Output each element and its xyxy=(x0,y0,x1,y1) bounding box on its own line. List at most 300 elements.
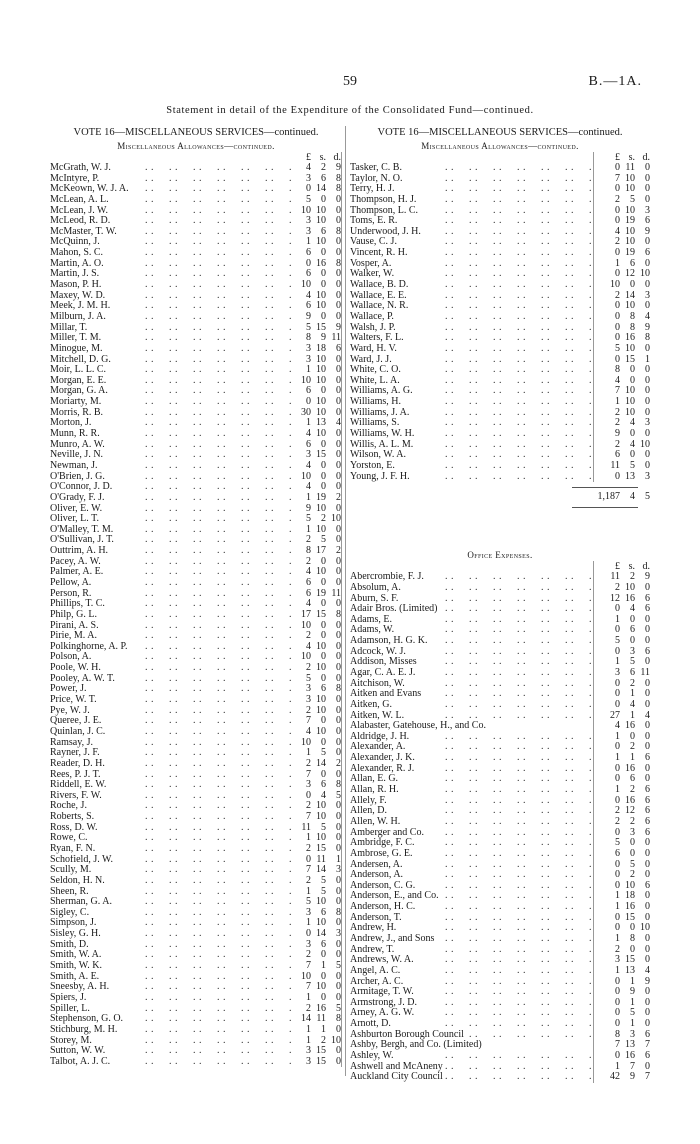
amount-shillings: 14 xyxy=(316,757,326,769)
left-currency-header xyxy=(50,152,342,163)
amount-shillings: 0 xyxy=(321,651,326,663)
amount-pounds: 0 xyxy=(615,826,620,838)
table-row xyxy=(50,440,342,451)
table-row xyxy=(350,418,650,429)
amount-shillings: 1 xyxy=(630,709,635,721)
amount-pence: 0 xyxy=(336,821,341,833)
amount-pounds: 2 xyxy=(306,843,311,854)
amount-shillings: 10 xyxy=(316,353,326,365)
amount-pence: 0 xyxy=(645,396,650,408)
amount-pounds: 0 xyxy=(615,688,620,700)
amount-shillings: 16 xyxy=(625,762,635,774)
payee-name: Pellow, A. xyxy=(50,577,92,588)
amount-pence: 0 xyxy=(336,662,341,674)
payee-name: Ashby, Bergh, and Co. (Limited) xyxy=(350,1040,482,1051)
payee-name: Andrew, H. xyxy=(350,923,397,934)
amount-shillings: 0 xyxy=(321,470,326,482)
amount-shillings: 6 xyxy=(321,172,326,184)
payee-name: Stichburg, M. H. xyxy=(50,1024,118,1035)
amount-pence: 6 xyxy=(645,805,650,817)
payee-name: Pye, W. J. xyxy=(50,705,90,716)
amount-shillings: 11 xyxy=(625,162,635,173)
amount-shillings: 2 xyxy=(321,1034,326,1046)
payee-name: Millar, T. xyxy=(50,322,88,333)
amount-pence: 0 xyxy=(645,459,650,471)
payee-name: Palmer, A. E. xyxy=(50,567,104,578)
payee-name: Smith, W. A. xyxy=(50,950,102,961)
payee-name: Alexander, R. J. xyxy=(350,763,415,774)
amount-shillings: 8 xyxy=(630,933,635,944)
amount-pence: 6 xyxy=(645,215,650,227)
amount-shillings: 10 xyxy=(316,662,326,674)
amount-pence: 0 xyxy=(336,459,341,471)
amount-pence: 0 xyxy=(645,428,650,440)
table-row xyxy=(350,806,650,817)
amount-pounds: 2 xyxy=(306,630,311,642)
amount-shillings: 0 xyxy=(321,630,326,642)
table-row xyxy=(50,461,342,472)
amount-pence: 0 xyxy=(645,342,650,354)
payee-name: Armstrong, J. D. xyxy=(350,997,417,1008)
payee-name: Roberts, S. xyxy=(50,812,95,823)
payee-name: Aitken, W. L. xyxy=(350,710,405,721)
amount-pence: 11 xyxy=(331,332,341,344)
amount-pounds: 2 xyxy=(306,534,311,546)
total-rule xyxy=(572,487,638,488)
amount-pounds: 2 xyxy=(615,438,620,450)
amount-shillings: 10 xyxy=(316,428,326,440)
amount-pounds: 0 xyxy=(615,353,620,365)
amount-pounds: 6 xyxy=(615,449,620,461)
amount-pounds: 0 xyxy=(615,1050,620,1062)
table-row xyxy=(50,227,342,238)
table-row xyxy=(350,849,650,860)
amount-pounds: 1 xyxy=(306,917,311,929)
amount-pence: 0 xyxy=(336,672,341,684)
amount-pounds: 0 xyxy=(615,773,620,785)
table-row xyxy=(50,429,342,440)
amount-shillings: 7 xyxy=(630,1060,635,1072)
table-row xyxy=(50,642,342,653)
payee-name: Andrews, W. A. xyxy=(350,955,414,966)
payee-name: Price, W. T. xyxy=(50,695,97,706)
payee-name: Anderson, C. G. xyxy=(350,880,416,891)
payee-name: Mahon, S. C. xyxy=(50,248,104,259)
amount-pence: 0 xyxy=(336,896,341,908)
amount-pounds: 1 xyxy=(306,364,311,376)
amount-pence: 0 xyxy=(336,874,341,886)
amount-pounds: 4 xyxy=(306,162,311,173)
amount-pounds: 10 xyxy=(301,204,311,216)
amount-shillings: 3 xyxy=(630,826,635,838)
amount-pence: 6 xyxy=(645,794,650,806)
table-row xyxy=(50,780,342,791)
table-row xyxy=(50,269,342,280)
payee-name: Adams, W. xyxy=(350,625,395,636)
table-row xyxy=(50,578,342,589)
table-row xyxy=(50,397,342,408)
amount-pence: 0 xyxy=(645,773,650,785)
amount-pence: 0 xyxy=(645,406,650,418)
right-allowance-list xyxy=(350,163,650,482)
amount-pence: 0 xyxy=(336,310,341,322)
amount-pence: 0 xyxy=(336,215,341,227)
amount-shillings: 8 xyxy=(630,310,635,322)
amount-pounds: 0 xyxy=(615,268,620,280)
table-row xyxy=(350,913,650,924)
amount-shillings: 1 xyxy=(630,752,635,764)
table-row xyxy=(350,625,650,636)
amount-pounds: 1 xyxy=(615,933,620,944)
amount-pence: 0 xyxy=(336,981,341,993)
payee-name: Outtrim, A. H. xyxy=(50,546,109,557)
table-row xyxy=(50,280,342,291)
table-row xyxy=(350,301,650,312)
page-reference: B.—1A. xyxy=(588,74,642,89)
amount-shillings: 15 xyxy=(316,843,326,854)
amount-pence: 0 xyxy=(336,715,341,727)
amount-pence: 6 xyxy=(645,603,650,615)
table-row xyxy=(50,1057,342,1068)
payee-name: Person, R. xyxy=(50,588,92,599)
amount-pence: 8 xyxy=(336,1013,341,1025)
amount-pence: 0 xyxy=(645,837,650,849)
payee-name: Williams, J. A. xyxy=(350,407,410,418)
amount-pence: 9 xyxy=(336,162,341,173)
table-row xyxy=(350,429,650,440)
amount-pounds: 0 xyxy=(615,794,620,806)
amount-shillings: 10 xyxy=(625,236,635,248)
amount-pence: 6 xyxy=(645,592,650,604)
amount-shillings: 18 xyxy=(625,890,635,902)
table-row xyxy=(350,397,650,408)
amount-pounds: 3 xyxy=(306,353,311,365)
amount-pounds: 4 xyxy=(615,720,620,732)
payee-name: Allan, R. H. xyxy=(350,785,399,796)
amount-shillings: 10 xyxy=(316,215,326,227)
amount-pence: 0 xyxy=(645,762,650,774)
amount-pounds: 4 xyxy=(306,566,311,578)
shillings-header: s. xyxy=(628,152,635,163)
payee-name: Storey, M. xyxy=(50,1035,92,1046)
amount-pounds: 0 xyxy=(306,396,311,408)
amount-pence: 0 xyxy=(645,279,650,291)
table-row xyxy=(350,1030,650,1041)
table-row xyxy=(50,727,342,738)
table-row xyxy=(350,1008,650,1019)
amount-shillings: 3 xyxy=(630,645,635,657)
left-vote-heading: VOTE 16—MISCELLANEOUS SERVICES—continued. xyxy=(73,127,319,138)
amount-pence: 0 xyxy=(336,396,341,408)
amount-pounds: 9 xyxy=(306,502,311,514)
amount-pence: 0 xyxy=(336,353,341,365)
amount-pounds: 4 xyxy=(306,725,311,737)
table-row xyxy=(350,615,650,626)
amount-pence: 0 xyxy=(645,581,650,593)
amount-shillings: 8 xyxy=(630,321,635,333)
amount-pence: 0 xyxy=(645,698,650,710)
amount-pence: 2 xyxy=(336,491,341,503)
amount-pence: 0 xyxy=(645,954,650,966)
table-row xyxy=(50,472,342,483)
amount-pence: 8 xyxy=(336,906,341,918)
amount-pence: 0 xyxy=(336,704,341,716)
amount-pounds: 1 xyxy=(306,523,311,535)
payee-name: Anderson, E., and Co. xyxy=(350,891,439,902)
amount-pence: 0 xyxy=(336,1055,341,1067)
amount-shillings: 0 xyxy=(321,555,326,567)
table-row xyxy=(350,216,650,227)
payee-name: Ward, H. V. xyxy=(350,343,397,354)
amount-shillings: 14 xyxy=(316,864,326,876)
table-row xyxy=(50,982,342,993)
amount-pounds: 0 xyxy=(615,975,620,987)
payee-name: Martin, A. O. xyxy=(50,258,104,269)
amount-pence: 0 xyxy=(645,162,650,173)
amount-pounds: 1 xyxy=(615,613,620,625)
amount-pounds: 0 xyxy=(615,470,620,482)
amount-shillings: 5 xyxy=(321,885,326,897)
table-row xyxy=(50,674,342,685)
payee-name: Wallace, E. E. xyxy=(350,290,407,301)
amount-pence: 2 xyxy=(336,545,341,557)
amount-pounds: 1 xyxy=(615,784,620,796)
table-row xyxy=(350,689,650,700)
amount-shillings: 2 xyxy=(321,513,326,525)
table-row xyxy=(50,418,342,429)
amount-shillings: 4 xyxy=(321,789,326,801)
payee-name: Maxey, W. D. xyxy=(50,290,106,301)
amount-pence: 0 xyxy=(336,534,341,546)
amount-pence: 6 xyxy=(645,1028,650,1040)
amount-shillings: 10 xyxy=(316,704,326,716)
amount-shillings: 5 xyxy=(630,193,635,205)
amount-pence: 0 xyxy=(336,747,341,759)
payee-name: Vause, C. J. xyxy=(350,237,397,248)
table-row xyxy=(350,583,650,594)
payee-name: Simpson, J. xyxy=(50,918,97,929)
table-row xyxy=(350,344,650,355)
amount-pounds: 5 xyxy=(306,896,311,908)
amount-shillings: 15 xyxy=(316,608,326,620)
amount-shillings: 10 xyxy=(625,300,635,312)
amount-shillings: 10 xyxy=(625,581,635,593)
amount-shillings: 2 xyxy=(630,741,635,753)
payee-name: McQuinn, J. xyxy=(50,237,100,248)
payee-name: Amberger and Co. xyxy=(350,827,424,838)
amount-shillings: 10 xyxy=(316,300,326,312)
amount-shillings: 0 xyxy=(630,279,635,291)
payee-name: Andrew, T. xyxy=(350,944,395,955)
amount-pence: 0 xyxy=(336,725,341,737)
table-row xyxy=(50,876,342,887)
table-row xyxy=(350,679,650,690)
payee-name: McLean, J. W. xyxy=(50,205,109,216)
amount-pence: 0 xyxy=(336,204,341,216)
table-row xyxy=(350,753,650,764)
shillings-header: s. xyxy=(319,152,326,163)
amount-pence: 0 xyxy=(645,613,650,625)
table-row xyxy=(50,504,342,515)
amount-shillings: 16 xyxy=(316,257,326,269)
amount-pence: 0 xyxy=(336,800,341,812)
amount-pounds: 6 xyxy=(615,847,620,859)
amount-pounds: 2 xyxy=(306,555,311,567)
table-row xyxy=(350,206,650,217)
amount-pence: 0 xyxy=(336,502,341,514)
table-row xyxy=(50,195,342,206)
amount-shillings: 2 xyxy=(630,869,635,881)
amount-pounds: 3 xyxy=(306,342,311,354)
amount-pence: 4 xyxy=(645,709,650,721)
table-row xyxy=(50,1014,342,1025)
amount-pounds: 4 xyxy=(615,374,620,386)
amount-pounds: 14 xyxy=(301,1013,311,1025)
table-row xyxy=(350,1019,650,1030)
amount-pence: 0 xyxy=(336,300,341,312)
amount-shillings: 14 xyxy=(316,183,326,195)
amount-pounds: 0 xyxy=(615,869,620,881)
amount-pounds: 5 xyxy=(306,321,311,333)
amount-shillings: 10 xyxy=(316,832,326,844)
table-row xyxy=(50,291,342,302)
amount-pence: 0 xyxy=(336,694,341,706)
amount-pounds: 3 xyxy=(306,906,311,918)
amount-pence: 0 xyxy=(336,768,341,780)
amount-shillings: 15 xyxy=(316,1055,326,1067)
amount-pounds: 2 xyxy=(306,704,311,716)
pounds-header: £ xyxy=(615,561,620,573)
payee-name: McLeod, R. D. xyxy=(50,216,111,227)
amount-shillings: 0 xyxy=(321,481,326,493)
amount-shillings: 0 xyxy=(321,193,326,205)
amount-pence: 0 xyxy=(336,449,341,461)
amount-pounds: 17 xyxy=(301,608,311,620)
table-row xyxy=(50,621,342,632)
amount-shillings: 0 xyxy=(321,385,326,397)
amount-shillings: 1 xyxy=(321,960,326,972)
table-row xyxy=(350,647,650,658)
table-row xyxy=(50,961,342,972)
payee-name: O'Sullivan, J. T. xyxy=(50,535,114,546)
amount-pence: 6 xyxy=(645,815,650,827)
amount-pounds: 2 xyxy=(615,289,620,301)
amount-shillings: 1 xyxy=(630,1018,635,1030)
amount-pounds: 0 xyxy=(615,911,620,923)
amount-shillings: 10 xyxy=(625,225,635,237)
amount-shillings: 10 xyxy=(625,183,635,195)
table-row xyxy=(350,461,650,472)
amount-pence: 0 xyxy=(336,374,341,386)
amount-pence: 1 xyxy=(336,853,341,865)
table-row xyxy=(50,940,342,951)
amount-pence: 0 xyxy=(336,555,341,567)
payee-name: McKeown, W. J. A. xyxy=(50,184,129,195)
payee-name: Power, J. xyxy=(50,684,87,695)
amount-pence: 0 xyxy=(336,247,341,259)
table-row xyxy=(350,700,650,711)
amount-pounds: 7 xyxy=(306,715,311,727)
amount-pence: 0 xyxy=(336,640,341,652)
payee-name: Absolum, A. xyxy=(350,582,401,593)
table-row xyxy=(50,801,342,812)
payee-name: Allen, D. xyxy=(350,806,387,817)
amount-shillings: 13 xyxy=(625,964,635,976)
table-row xyxy=(50,652,342,663)
amount-pence: 3 xyxy=(645,289,650,301)
amount-pence: 5 xyxy=(336,960,341,972)
table-row xyxy=(50,546,342,557)
table-row xyxy=(350,774,650,785)
amount-shillings: 16 xyxy=(625,901,635,913)
amount-pence: 0 xyxy=(645,933,650,944)
amount-pounds: 1 xyxy=(615,396,620,408)
office-currency-header xyxy=(350,561,650,572)
amount-pounds: 7 xyxy=(306,811,311,823)
table-row xyxy=(350,280,650,291)
payee-name: Walters, F. L. xyxy=(350,333,404,344)
amount-shillings: 10 xyxy=(316,523,326,535)
payee-name: Adair Bros. (Limited) xyxy=(350,604,438,615)
pence-header: d. xyxy=(642,561,650,573)
amount-pence: 0 xyxy=(645,943,650,955)
payee-name: Rowe, C. xyxy=(50,833,88,844)
amount-shillings: 15 xyxy=(625,911,635,923)
payee-name: Newman, J. xyxy=(50,460,98,471)
amount-pounds: 11 xyxy=(301,821,311,833)
amount-shillings: 19 xyxy=(625,215,635,227)
amount-shillings: 10 xyxy=(316,694,326,706)
payee-name: Seldon, H. N. xyxy=(50,875,105,886)
table-row xyxy=(350,764,650,775)
table-row xyxy=(50,706,342,717)
payee-name: Auckland City Council xyxy=(350,1072,443,1083)
amount-pounds: 10 xyxy=(301,279,311,291)
amount-pounds: 3 xyxy=(306,225,311,237)
payee-name: Agar, C. A. E. J. xyxy=(350,667,416,678)
table-row xyxy=(50,365,342,376)
amount-pence: 0 xyxy=(645,656,650,668)
payee-name: Ambridge, F. C. xyxy=(350,838,415,849)
amount-pounds: 7 xyxy=(615,172,620,184)
amount-pence: 0 xyxy=(336,566,341,578)
table-row xyxy=(50,408,342,419)
amount-pounds: 7 xyxy=(306,960,311,972)
amount-shillings: 0 xyxy=(321,949,326,961)
amount-pence: 0 xyxy=(336,917,341,929)
amount-pounds: 3 xyxy=(306,172,311,184)
table-row xyxy=(350,711,650,722)
amount-pence: 0 xyxy=(336,598,341,610)
table-row xyxy=(350,881,650,892)
amount-pounds: 0 xyxy=(615,332,620,344)
amount-shillings: 19 xyxy=(316,587,326,599)
table-row xyxy=(50,1025,342,1036)
amount-pounds: 4 xyxy=(306,428,311,440)
amount-pence: 0 xyxy=(645,730,650,742)
amount-shillings: 15 xyxy=(625,353,635,365)
amount-pence: 0 xyxy=(336,970,341,982)
table-row xyxy=(50,450,342,461)
table-row xyxy=(50,344,342,355)
amount-shillings: 1 xyxy=(630,975,635,987)
amount-pounds: 3 xyxy=(615,666,620,678)
page-number: 59 xyxy=(343,74,357,89)
amount-pence: 0 xyxy=(336,736,341,748)
table-row xyxy=(350,945,650,956)
table-row xyxy=(50,237,342,248)
amount-shillings: 0 xyxy=(630,837,635,849)
